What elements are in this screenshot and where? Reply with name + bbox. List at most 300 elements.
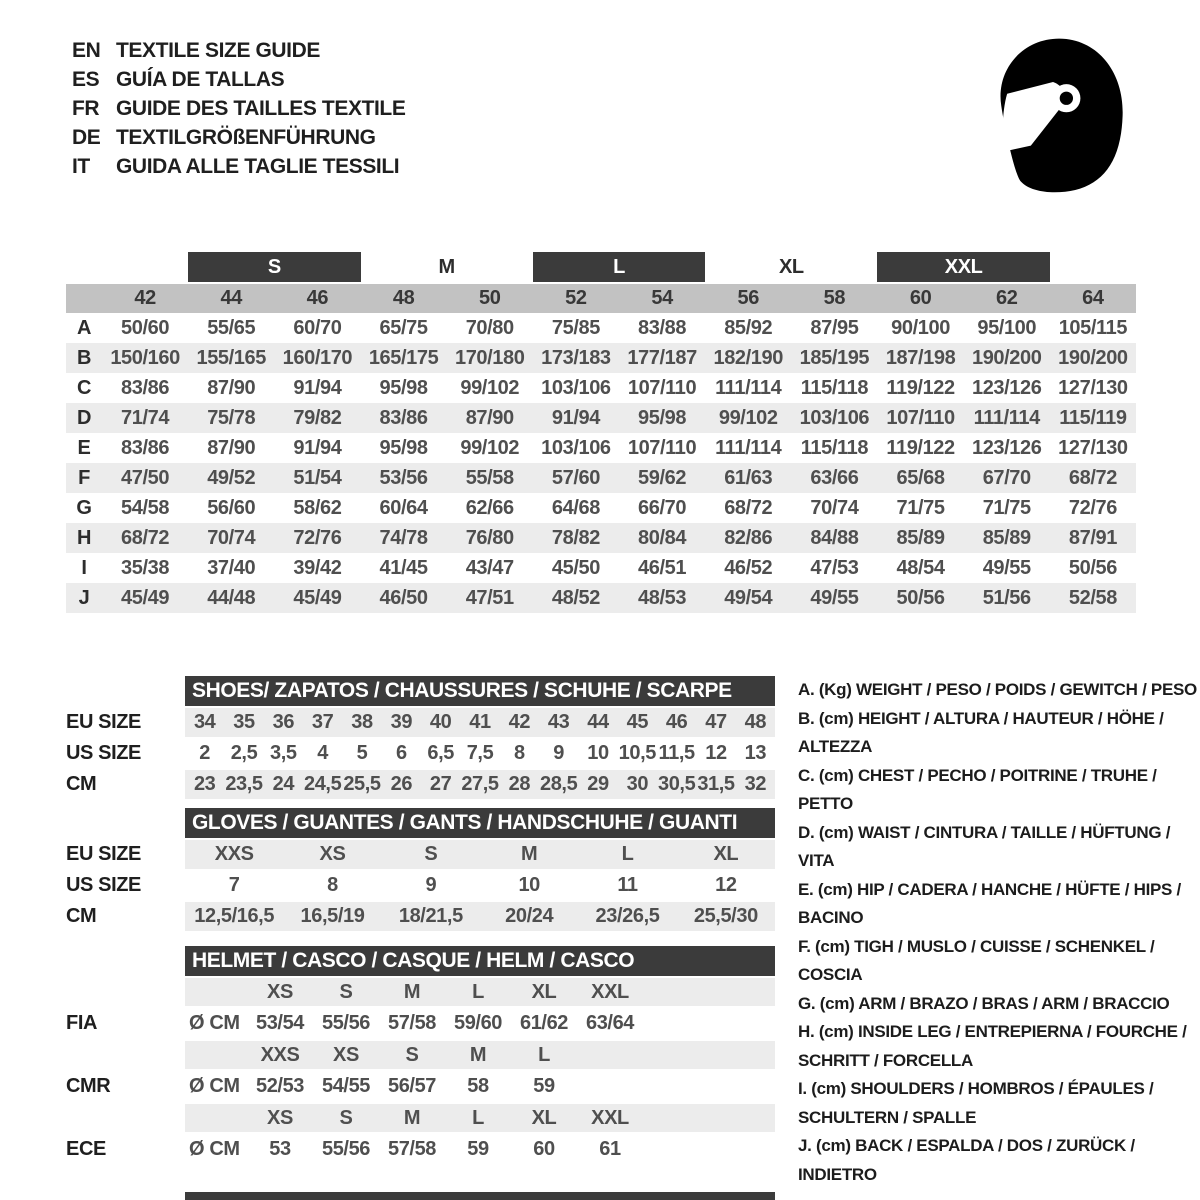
table-cell: 58 bbox=[467, 1075, 489, 1097]
table-row bbox=[66, 902, 776, 931]
table-cell: 52/58 bbox=[1068, 586, 1117, 609]
row-label-cell: US SIZE bbox=[66, 742, 141, 764]
table-cell: 37/40 bbox=[207, 556, 256, 579]
table-cell: 103/106 bbox=[541, 436, 611, 459]
table-cell: 30,5 bbox=[657, 773, 696, 795]
row-values bbox=[185, 1134, 775, 1165]
language-code: IT bbox=[72, 154, 90, 178]
table-cell: 18/21,5 bbox=[398, 905, 463, 927]
size-label-cell: L bbox=[538, 1043, 550, 1066]
table-cell: 55/56 bbox=[321, 1012, 371, 1034]
table-row bbox=[66, 1104, 776, 1132]
table-cell: 13 bbox=[744, 742, 767, 764]
table-cell: XL bbox=[713, 843, 739, 865]
table-cell: 55/65 bbox=[207, 316, 256, 339]
table-cell: 72/76 bbox=[293, 526, 342, 549]
size-group-label: XL bbox=[778, 255, 804, 278]
table-cell: 25,5 bbox=[343, 773, 381, 795]
row-values bbox=[185, 840, 775, 869]
table-cell: 111/114 bbox=[715, 436, 782, 459]
row-values bbox=[185, 708, 775, 737]
row-letter-cell: A bbox=[76, 316, 92, 339]
table-cell: 45/49 bbox=[121, 586, 170, 609]
table-row bbox=[66, 978, 776, 1006]
table-cell: 150/160 bbox=[110, 346, 180, 369]
row-letter-cell: F bbox=[78, 466, 90, 489]
table-cell: 160/170 bbox=[282, 346, 353, 369]
table-cell: 115/119 bbox=[1059, 406, 1127, 429]
table-cell: 12 bbox=[705, 742, 727, 764]
size-label-cell: XS bbox=[267, 980, 293, 1003]
table-cell: 34 bbox=[193, 711, 216, 733]
table-cell: 107/110 bbox=[627, 376, 697, 399]
table-cell: 48/54 bbox=[896, 556, 945, 579]
table-cell: 23/26,5 bbox=[595, 905, 660, 927]
column-header-cell: 58 bbox=[823, 287, 846, 309]
table-cell: 185/195 bbox=[799, 346, 870, 369]
table-row bbox=[66, 739, 776, 768]
table-cell: 39/42 bbox=[293, 556, 342, 579]
table-cell: 10 bbox=[587, 742, 609, 764]
table-cell: 111/114 bbox=[973, 406, 1040, 429]
table-cell: 91/94 bbox=[551, 406, 600, 429]
language-title-line bbox=[72, 123, 405, 152]
table-cell: 46 bbox=[665, 711, 688, 733]
table-cell: 70/74 bbox=[207, 526, 256, 549]
table-cell: 103/106 bbox=[541, 376, 611, 399]
size-label-cell: XS bbox=[267, 1106, 293, 1129]
table-cell: 155/165 bbox=[196, 346, 266, 369]
table-cell: 56/57 bbox=[387, 1075, 437, 1097]
table-row bbox=[66, 871, 776, 900]
language-code: ES bbox=[72, 67, 100, 91]
table-cell: 46/50 bbox=[379, 586, 428, 609]
table-cell: 53/56 bbox=[379, 466, 428, 489]
size-label-cell: XS bbox=[333, 1043, 359, 1066]
row-values bbox=[185, 770, 775, 799]
table-cell: 71/75 bbox=[982, 496, 1031, 519]
row-letter-cell: H bbox=[76, 526, 92, 549]
table-cell: 57/58 bbox=[387, 1012, 437, 1034]
row-label-cell: US SIZE bbox=[66, 874, 141, 896]
table-cell: 26 bbox=[390, 773, 413, 795]
table-cell: 36 bbox=[272, 711, 295, 733]
table-cell: 65/68 bbox=[896, 466, 945, 489]
table-row bbox=[66, 523, 1136, 553]
size-group-label: XXL bbox=[877, 252, 1049, 282]
legend-item: E. (cm) HIP / CADERA / HANCHE / HÜFTE / HIPS / BACINO bbox=[798, 879, 1181, 927]
table-cell: 85/89 bbox=[982, 526, 1031, 549]
table-row bbox=[66, 313, 1136, 343]
table-row bbox=[66, 1041, 776, 1069]
table-cell: M bbox=[521, 843, 538, 865]
table-cell: 59/62 bbox=[638, 466, 687, 489]
table-row bbox=[66, 433, 1136, 463]
table-cell: 95/98 bbox=[379, 376, 428, 399]
table-cell: 61 bbox=[599, 1138, 621, 1160]
table-cell: 35/38 bbox=[121, 556, 170, 579]
table-cell: 63/64 bbox=[585, 1012, 635, 1034]
table-cell: 44 bbox=[587, 711, 609, 733]
table-cell: 27 bbox=[429, 773, 452, 795]
table-cell: 2,5 bbox=[230, 742, 258, 764]
table-cell: 57/58 bbox=[387, 1138, 437, 1160]
legend-item: D. (cm) WAIST / CINTURA / TAILLE / HÜFTUNG / VITA bbox=[798, 822, 1171, 870]
table-cell: 123/126 bbox=[971, 376, 1042, 399]
table-cell: 105/115 bbox=[1058, 316, 1128, 339]
language-title-line bbox=[72, 94, 405, 123]
textile-size-table bbox=[66, 252, 1136, 613]
table-cell: S bbox=[424, 843, 438, 865]
table-cell: 53 bbox=[269, 1138, 291, 1160]
table-cell: 71/75 bbox=[896, 496, 945, 519]
table-cell: 32 bbox=[744, 773, 767, 795]
table-cell: 10,5 bbox=[618, 742, 656, 764]
table-cell: 83/86 bbox=[379, 406, 428, 429]
row-label-cell: CM bbox=[66, 905, 97, 927]
table-cell: 64/68 bbox=[551, 496, 600, 519]
table-cell: 47 bbox=[705, 711, 727, 733]
table-cell: 119/122 bbox=[886, 376, 955, 399]
table-cell: 48 bbox=[744, 711, 767, 733]
table-cell: 49/52 bbox=[207, 466, 256, 489]
language-title-line bbox=[72, 152, 405, 181]
size-label-cell: S bbox=[339, 980, 353, 1003]
table-cell: 43/47 bbox=[465, 556, 514, 579]
table-cell: 44/48 bbox=[207, 586, 256, 609]
row-label-cell: EU SIZE bbox=[66, 711, 141, 733]
table-cell: 66/70 bbox=[638, 496, 687, 519]
size-number-header-row bbox=[66, 284, 1136, 313]
table-cell: 4 bbox=[317, 742, 329, 764]
table-cell: 6 bbox=[395, 742, 407, 764]
table-cell: 61/62 bbox=[519, 1012, 569, 1034]
table-cell: 107/110 bbox=[627, 436, 697, 459]
legend-item: A. (Kg) WEIGHT / PESO / POIDS / GEWITCH / PESO bbox=[798, 680, 1197, 699]
language-title: GUÍA DE TALLAS bbox=[116, 67, 285, 91]
table-cell: 84/88 bbox=[810, 526, 859, 549]
size-label-cell: S bbox=[405, 1043, 419, 1066]
row-label-cell: CM bbox=[66, 773, 97, 795]
table-cell: 187/198 bbox=[885, 346, 956, 369]
gloves-section bbox=[66, 808, 776, 931]
table-cell: 61/63 bbox=[724, 466, 773, 489]
table-cell: 85/92 bbox=[724, 316, 773, 339]
table-cell: 45/49 bbox=[293, 586, 342, 609]
table-cell: 51/54 bbox=[293, 466, 342, 489]
table-cell: XXS bbox=[214, 843, 254, 865]
table-cell: 54/55 bbox=[321, 1075, 371, 1097]
table-row bbox=[66, 403, 1136, 433]
table-cell: 50/56 bbox=[1068, 556, 1117, 579]
table-cell: 28,5 bbox=[539, 773, 578, 795]
table-cell: 99/102 bbox=[460, 436, 520, 459]
table-cell: 31,5 bbox=[697, 773, 735, 795]
row-values bbox=[185, 1071, 775, 1102]
table-cell: 62/66 bbox=[465, 496, 514, 519]
table-row bbox=[66, 463, 1136, 493]
table-row bbox=[66, 1008, 776, 1039]
row-letter-cell: B bbox=[76, 346, 92, 369]
table-cell: 11 bbox=[617, 874, 638, 896]
table-cell: 60 bbox=[533, 1138, 555, 1160]
table-cell: 91/94 bbox=[293, 436, 342, 459]
table-cell: L bbox=[621, 843, 634, 865]
table-cell: 55/58 bbox=[465, 466, 514, 489]
helmet-section bbox=[66, 946, 776, 1165]
size-label-cell: XXS bbox=[260, 1043, 300, 1066]
table-cell: 95/98 bbox=[379, 436, 428, 459]
table-cell: 177/187 bbox=[627, 346, 697, 369]
table-cell: 123/126 bbox=[971, 436, 1042, 459]
language-title-list bbox=[72, 36, 405, 181]
certification-label-cell: ECE bbox=[66, 1138, 106, 1160]
table-cell: 119/122 bbox=[886, 436, 955, 459]
table-cell: 83/86 bbox=[121, 436, 170, 459]
table-cell: 115/118 bbox=[800, 376, 869, 399]
table-cell: 87/90 bbox=[465, 406, 514, 429]
column-header-cell: 42 bbox=[134, 287, 156, 309]
row-label-cell bbox=[66, 1104, 185, 1132]
table-cell: 50/56 bbox=[896, 586, 945, 609]
table-cell: 9 bbox=[553, 742, 565, 764]
table-cell: 9 bbox=[425, 874, 437, 896]
table-cell: 2 bbox=[199, 742, 211, 764]
table-cell: 90/100 bbox=[891, 316, 950, 339]
language-code: DE bbox=[72, 125, 101, 149]
unit-cell: Ø CM bbox=[189, 1138, 240, 1160]
shoes-section bbox=[66, 676, 776, 799]
table-cell: 59 bbox=[533, 1075, 555, 1097]
table-cell: 56/60 bbox=[207, 496, 256, 519]
size-label-cell: L bbox=[472, 980, 484, 1003]
table-cell: 23,5 bbox=[225, 773, 263, 795]
language-title: GUIDE DES TAILLES TEXTILE bbox=[116, 96, 406, 120]
table-cell: 8 bbox=[327, 874, 338, 896]
row-label-cell: EU SIZE bbox=[66, 843, 141, 865]
table-cell: 78/82 bbox=[551, 526, 600, 549]
table-cell: 54/58 bbox=[121, 496, 170, 519]
table-cell: 68/72 bbox=[724, 496, 773, 519]
legend-item: H. (cm) INSIDE LEG / ENTREPIERNA / FOURCHE / SCHRITT / FORCELLA bbox=[798, 1022, 1187, 1070]
size-group-row bbox=[66, 252, 1136, 282]
table-cell: 165/175 bbox=[368, 346, 439, 369]
racing-helmet-icon bbox=[982, 26, 1130, 206]
row-letter-cell: G bbox=[76, 496, 92, 519]
table-cell: 48/52 bbox=[551, 586, 600, 609]
table-row bbox=[66, 373, 1136, 403]
table-cell: 85/89 bbox=[896, 526, 945, 549]
table-cell: 190/200 bbox=[971, 346, 1042, 369]
table-cell: 53/54 bbox=[255, 1012, 305, 1034]
table-cell: 49/55 bbox=[810, 586, 859, 609]
table-cell: 7,5 bbox=[466, 742, 494, 764]
table-cell: 59 bbox=[467, 1138, 489, 1160]
size-label-cell: M bbox=[403, 980, 421, 1003]
table-cell: 82/86 bbox=[724, 526, 773, 549]
table-cell: 87/90 bbox=[207, 436, 256, 459]
column-header-cell: 46 bbox=[306, 287, 329, 309]
column-header-cell: 64 bbox=[1082, 287, 1104, 309]
size-label-cell: XL bbox=[531, 980, 557, 1003]
size-label-cell: S bbox=[339, 1106, 353, 1129]
corner-cell bbox=[66, 284, 102, 313]
table-cell: 55/56 bbox=[321, 1138, 371, 1160]
helmet-section-header: HELMET / CASCO / CASQUE / HELM / CASCO bbox=[185, 946, 775, 976]
table-cell: 11,5 bbox=[658, 742, 695, 764]
legend-item: F. (cm) TIGH / MUSLO / CUISSE / SCHENKEL / COSCIA bbox=[798, 936, 1155, 984]
table-cell: 190/200 bbox=[1058, 346, 1128, 369]
table-cell: 41 bbox=[469, 711, 491, 733]
table-cell: 87/90 bbox=[207, 376, 256, 399]
table-cell: 127/130 bbox=[1058, 436, 1128, 459]
size-label-cell: M bbox=[403, 1106, 421, 1129]
row-values bbox=[185, 1041, 775, 1069]
table-cell: 42 bbox=[508, 711, 531, 733]
table-cell: 173/183 bbox=[541, 346, 611, 369]
size-label-cell: XXL bbox=[591, 980, 629, 1003]
table-cell: 103/106 bbox=[799, 406, 870, 429]
table-cell: 60/64 bbox=[379, 496, 428, 519]
table-cell: 39 bbox=[390, 711, 413, 733]
table-row bbox=[66, 493, 1136, 523]
column-header-cell: 44 bbox=[220, 287, 242, 309]
row-letter-cell: C bbox=[76, 376, 92, 399]
table-cell: 107/110 bbox=[886, 406, 955, 429]
table-row bbox=[66, 553, 1136, 583]
row-letter-cell: D bbox=[76, 406, 92, 429]
table-cell: 71/74 bbox=[121, 406, 170, 429]
language-title: TEXTILGRÖßENFÜHRUNG bbox=[116, 125, 376, 149]
table-row bbox=[66, 583, 1136, 613]
table-cell: 29 bbox=[587, 773, 609, 795]
table-cell: 6,5 bbox=[427, 742, 454, 764]
language-code: FR bbox=[72, 96, 100, 120]
legend-item: B. (cm) HEIGHT / ALTURA / HAUTEUR / HÖHE / ALTEZZA bbox=[798, 708, 1164, 756]
language-title: GUIDA ALLE TAGLIE TESSILI bbox=[116, 154, 400, 178]
table-cell: 80/84 bbox=[638, 526, 687, 549]
size-label-cell: L bbox=[472, 1106, 484, 1129]
table-cell: 49/55 bbox=[982, 556, 1031, 579]
table-cell: 75/78 bbox=[207, 406, 256, 429]
table-cell: 45/50 bbox=[551, 556, 600, 579]
table-cell: 115/118 bbox=[800, 436, 869, 459]
row-values bbox=[185, 871, 775, 900]
gloves-section-header: GLOVES / GUANTES / GANTS / HANDSCHUHE / GUANTI bbox=[185, 808, 775, 838]
table-cell: 170/180 bbox=[454, 346, 525, 369]
table-cell: 38 bbox=[351, 711, 373, 733]
row-values bbox=[185, 1008, 775, 1039]
table-cell: 57/60 bbox=[551, 466, 600, 489]
table-cell: 91/94 bbox=[293, 376, 342, 399]
table-cell: 127/130 bbox=[1058, 376, 1128, 399]
table-cell: 41/45 bbox=[379, 556, 428, 579]
table-cell: 83/88 bbox=[638, 316, 687, 339]
table-cell: 67/70 bbox=[982, 466, 1031, 489]
table-cell: 24 bbox=[272, 773, 295, 795]
legend-item: J. (cm) BACK / ESPALDA / DOS / ZURÜCK / INDIETRO bbox=[798, 1136, 1135, 1184]
table-cell: 47/53 bbox=[810, 556, 859, 579]
table-cell: 83/86 bbox=[121, 376, 170, 399]
table-cell: 95/100 bbox=[977, 316, 1037, 339]
table-cell: 75/85 bbox=[551, 316, 600, 339]
column-header-cell: 62 bbox=[996, 287, 1018, 309]
table-row bbox=[66, 840, 776, 869]
column-header-cell: 48 bbox=[392, 287, 415, 309]
size-label-cell: M bbox=[469, 1043, 487, 1066]
table-cell: 58/62 bbox=[293, 496, 342, 519]
column-header-cell: 54 bbox=[651, 287, 673, 309]
table-cell: 111/114 bbox=[715, 376, 782, 399]
table-cell: 70/74 bbox=[810, 496, 859, 519]
shoes-section-header: SHOES/ ZAPATOS / CHAUSSURES / SCHUHE / SCARPE bbox=[185, 676, 775, 706]
table-cell: 16,5/19 bbox=[300, 905, 365, 927]
table-cell: 68/72 bbox=[121, 526, 170, 549]
legend-item: G. (cm) ARM / BRAZO / BRAS / ARM / BRACCIO bbox=[798, 993, 1170, 1013]
table-cell: 51/56 bbox=[982, 586, 1031, 609]
row-letter-cell: I bbox=[81, 556, 87, 579]
table-cell: 79/82 bbox=[293, 406, 342, 429]
row-values bbox=[185, 1104, 775, 1132]
row-values bbox=[185, 902, 775, 931]
table-cell: 35 bbox=[233, 711, 255, 733]
table-cell: 30 bbox=[626, 773, 649, 795]
table-cell: 68/72 bbox=[1068, 466, 1117, 489]
table-cell: 28 bbox=[508, 773, 531, 795]
table-cell: 99/102 bbox=[460, 376, 520, 399]
table-cell: 12,5/16,5 bbox=[194, 905, 275, 927]
measurement-legend bbox=[798, 676, 1200, 1189]
unit-cell: Ø CM bbox=[189, 1075, 240, 1097]
table-cell: 87/95 bbox=[810, 316, 859, 339]
table-cell: 47/50 bbox=[121, 466, 170, 489]
row-letter-cell: J bbox=[78, 586, 90, 609]
table-cell: 49/54 bbox=[724, 586, 773, 609]
table-cell: 59/60 bbox=[453, 1012, 503, 1034]
table-cell: 40 bbox=[429, 711, 452, 733]
certification-label-cell: FIA bbox=[66, 1012, 98, 1034]
table-row bbox=[66, 343, 1136, 373]
table-cell: 7 bbox=[228, 874, 240, 896]
table-cell: 5 bbox=[356, 742, 368, 764]
legend-item: I. (cm) SHOULDERS / HOMBROS / ÉPAULES / SCHULTERN / SPALLE bbox=[798, 1079, 1154, 1127]
table-cell: 3,5 bbox=[270, 742, 297, 764]
table-cell: 95/98 bbox=[638, 406, 687, 429]
column-header-cell: 50 bbox=[479, 287, 501, 309]
column-header-cell: 52 bbox=[565, 287, 587, 309]
table-cell: 43 bbox=[547, 711, 570, 733]
table-cell: 46/51 bbox=[638, 556, 687, 579]
table-cell: 20/24 bbox=[505, 905, 554, 927]
table-cell: 37 bbox=[311, 711, 334, 733]
legend-item: C. (cm) CHEST / PECHO / POITRINE / TRUHE / PETTO bbox=[798, 765, 1157, 813]
certification-label-cell: CMR bbox=[66, 1075, 111, 1097]
table-cell: 10 bbox=[518, 874, 540, 896]
row-label-cell bbox=[66, 1041, 185, 1069]
table-cell: 60/70 bbox=[293, 316, 342, 339]
table-cell: 25,5/30 bbox=[693, 905, 758, 927]
table-cell: 87/91 bbox=[1068, 526, 1117, 549]
language-title-line bbox=[72, 65, 405, 94]
size-label-cell: XL bbox=[531, 1106, 557, 1129]
table-cell: 46/52 bbox=[724, 556, 773, 579]
table-cell: 72/76 bbox=[1068, 496, 1117, 519]
table-row bbox=[66, 708, 776, 737]
unit-cell: Ø CM bbox=[189, 1012, 240, 1034]
table-cell: 76/80 bbox=[465, 526, 514, 549]
table-cell: 63/66 bbox=[810, 466, 859, 489]
row-letter-cell: E bbox=[77, 436, 91, 459]
